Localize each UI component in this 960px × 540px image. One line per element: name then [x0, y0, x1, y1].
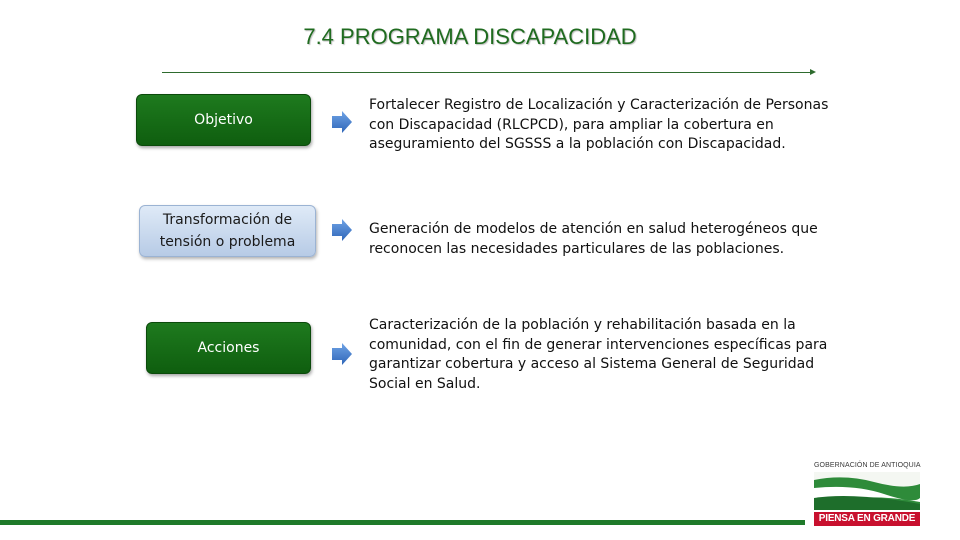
flag-landscape-icon: [814, 472, 920, 510]
slide-title: 7.4 PROGRAMA DISCAPACIDAD: [303, 24, 637, 49]
acciones-box: [146, 322, 311, 374]
transformacion-description: Generación de modelos de atención en salud heterogéneos que reconocen las necesidades particulares de las poblaciones.: [369, 221, 818, 257]
title-underline-arrowhead: [810, 69, 816, 75]
transformacion-label: Transformación de tensión o problema: [159, 212, 296, 250]
title-underline: [162, 72, 812, 73]
objetivo-description: Fortalecer Registro de Localización y Caracterización de Personas con Discapacidad (RLCPCD), para ampliar la cobertura en aseguramiento del SGSSS a la población con Discapacidad.: [369, 97, 829, 152]
transformacion-box: [139, 205, 316, 257]
arrow-right-icon: [332, 111, 352, 133]
logo-header: GOBERNACIÓN DE ANTIOQUIA: [814, 462, 921, 469]
acciones-description: Caracterización de la población y rehabilitación basada en la comunidad, con el fin de generar intervenciones específicas para garantizar cobertura y acceso al Sistema General de Seguridad Social en Salud.: [369, 317, 828, 392]
logo-banner: PIENSA EN GRANDE: [814, 512, 920, 526]
objetivo-label: Objetivo: [194, 112, 253, 128]
gobernacion-logo: [814, 462, 920, 526]
arrow-right-icon: [332, 343, 352, 365]
objetivo-box: [136, 94, 311, 146]
arrow-right-icon: [332, 219, 352, 241]
acciones-label: Acciones: [197, 340, 260, 356]
footer-bar: [0, 520, 805, 525]
